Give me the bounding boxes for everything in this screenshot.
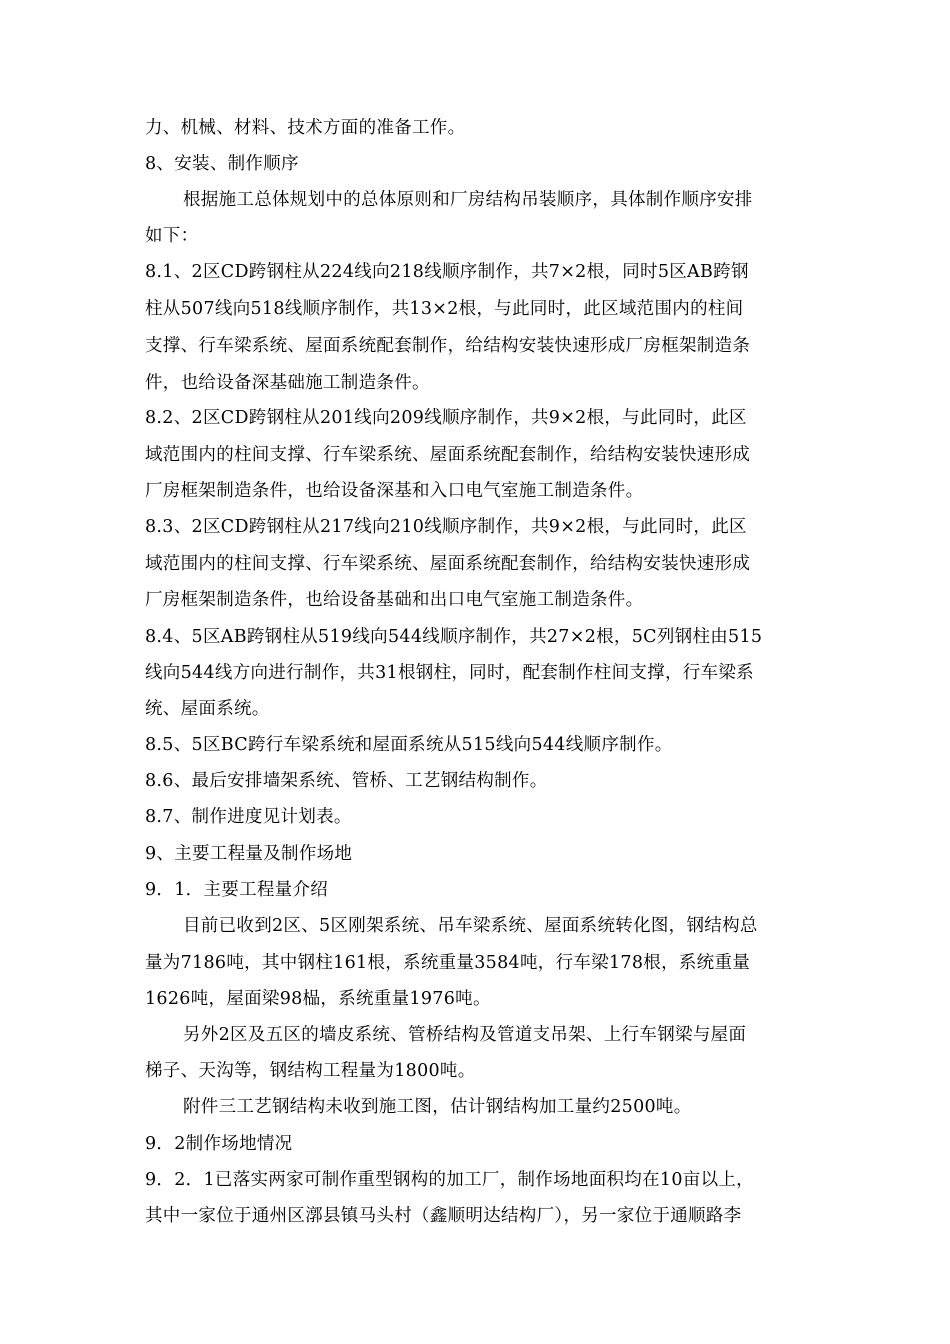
text-line: 8.6、最后安排墙架系统、管桥、工艺钢结构制作。 (145, 771, 548, 791)
text-line: 量为7186吨，其中钢柱161根，系统重量3584吨，行车梁178根，系统重量 (145, 953, 751, 973)
text-line: 另外2区及五区的墙皮系统、管桥结构及管道支吊架、上行车钢梁与屋面 (183, 1025, 747, 1045)
section-heading: 8、安装、制作顺序 (145, 154, 299, 174)
text-line: 统、屋面系统。 (145, 699, 270, 719)
text-line: 支撑、行车梁系统、屋面系统配套制作，给结构安装快速形成厂房框架制造条 (145, 336, 751, 356)
text-line: 柱从507线向518线顺序制作，共13×2根，与此同时，此区域范围内的柱间 (145, 299, 744, 319)
text-line: 8.5、5区BC跨行车梁系统和屋面系统从515线向544线顺序制作。 (145, 735, 673, 755)
text-line: 其中一家位于通州区漷县镇马头村（鑫顺明达结构厂），另一家位于通顺路李 (145, 1206, 742, 1226)
text-line: 8.3、2区CD跨钢柱从217线向210线顺序制作，共9×2根，与此同时，此区 (145, 517, 747, 537)
text-line: 力、机械、材料、技术方面的准备工作。 (145, 118, 466, 138)
text-line: 厂房框架制造条件，也给设备深基和入口电气室施工制造条件。 (145, 481, 644, 501)
text-line: 梯子、天沟等，钢结构工程量为1800吨。 (145, 1061, 476, 1081)
text-line: 8.1、2区CD跨钢柱从224线向218线顺序制作，共7×2根，同时5区AB跨钢 (145, 262, 749, 282)
text-line: 厂房框架制造条件，也给设备基础和出口电气室施工制造条件。 (145, 590, 644, 610)
text-line: 线向544线方向进行制作，共31根钢柱，同时，配套制作柱间支撑，行车梁系 (145, 663, 754, 683)
section-heading: 9、主要工程量及制作场地 (145, 844, 353, 864)
subsection-heading: 9．2制作场地情况 (145, 1134, 293, 1154)
text-line: 8.2、2区CD跨钢柱从201线向209线顺序制作，共9×2根，与此同时，此区 (145, 408, 747, 428)
text-line: 件，也给设备深基础施工制造条件。 (145, 373, 430, 393)
text-line: 8.4、5区AB跨钢柱从519线向544线顺序制作，共27×2根，5C列钢柱由515 (145, 627, 763, 647)
subsection-heading: 9．1．主要工程量介绍 (145, 880, 329, 900)
text-line: 域范围内的柱间支撑、行车梁系统、屋面系统配套制作，给结构安装快速形成 (145, 445, 751, 465)
text-line: 域范围内的柱间支撑、行车梁系统、屋面系统配套制作，给结构安装快速形成 (145, 554, 751, 574)
text-line: 如下： (145, 226, 199, 246)
text-line: 目前已收到2区、5区刚架系统、吊车梁系统、屋面系统转化图，钢结构总 (183, 916, 758, 936)
text-line: 1626吨，屋面梁98榀，系统重量1976吨。 (145, 989, 491, 1009)
text-line: 根据施工总体规划中的总体原则和厂房结构吊装顺序，具体制作顺序安排 (183, 190, 753, 210)
text-line: 9．2．1已落实两家可制作重型钢构的加工厂，制作场地面积均在10亩以上， (145, 1170, 754, 1190)
text-line: 8.7、制作进度见计划表。 (145, 807, 352, 827)
text-line: 附件三工艺钢结构未收到施工图，估计钢结构加工量约2500吨。 (183, 1097, 692, 1117)
